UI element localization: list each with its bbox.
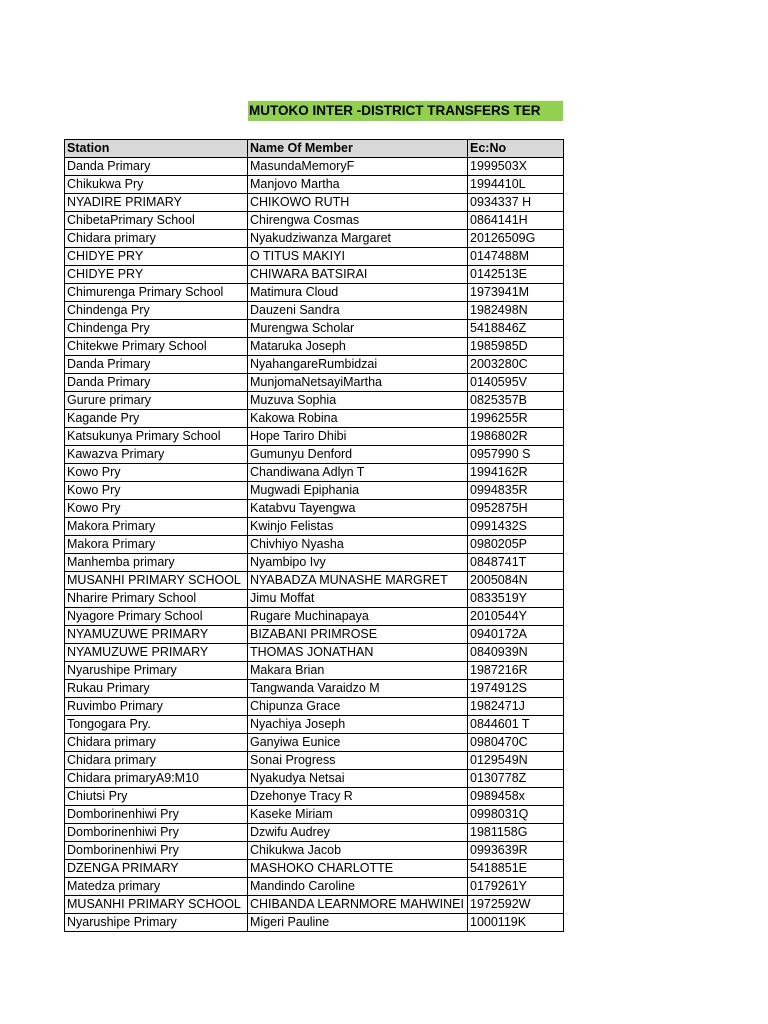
table-row: [65, 914, 564, 932]
ec-no-cell: 1999503X: [468, 158, 564, 176]
station-cell: CHIDYE PRY: [65, 266, 248, 284]
station-cell: Ruvimbo Primary: [65, 698, 248, 716]
station-cell: Kawazva Primary: [65, 446, 248, 464]
station-cell: Nyarushipe Primary: [65, 662, 248, 680]
table-row: [65, 356, 564, 374]
table-row: [65, 716, 564, 734]
member-name-cell: Gumunyu Denford: [248, 446, 468, 464]
station-cell: MUSANHI PRIMARY SCHOOL: [65, 572, 248, 590]
member-name-cell: Kwinjo Felistas: [248, 518, 468, 536]
member-name-cell: Mugwadi Epiphania: [248, 482, 468, 500]
station-cell: Chidara primary: [65, 230, 248, 248]
member-name-cell: NYABADZA MUNASHE MARGRET: [248, 572, 468, 590]
table-row: [65, 554, 564, 572]
station-cell: Nharire Primary School: [65, 590, 248, 608]
ec-no-cell: 0934337 H: [468, 194, 564, 212]
table-row: [65, 158, 564, 176]
table-row: [65, 248, 564, 266]
ec-no-cell: 1986802R: [468, 428, 564, 446]
member-name-cell: CHIWARA BATSIRAI: [248, 266, 468, 284]
member-name-cell: Kakowa Robina: [248, 410, 468, 428]
table-row: [65, 266, 564, 284]
ec-no-cell: 0993639R: [468, 842, 564, 860]
member-name-cell: Muzuva Sophia: [248, 392, 468, 410]
table-row: [65, 896, 564, 914]
sheet-title: MUTOKO INTER -DISTRICT TRANSFERS TER: [248, 101, 563, 121]
ec-no-cell: 0994835R: [468, 482, 564, 500]
ec-no-cell: 20126509G: [468, 230, 564, 248]
station-cell: Chidara primary: [65, 752, 248, 770]
member-name-cell: Sonai Progress: [248, 752, 468, 770]
ec-no-cell: 0833519Y: [468, 590, 564, 608]
station-cell: Chikukwa Pry: [65, 176, 248, 194]
member-name-cell: MunjomaNetsayiMartha: [248, 374, 468, 392]
member-name-cell: CHIBANDA LEARNMORE MAHWINEI: [248, 896, 468, 914]
table-row: [65, 770, 564, 788]
member-name-cell: Dzwifu Audrey: [248, 824, 468, 842]
transfers-table: [64, 139, 564, 932]
header-ec-no: Ec:No: [468, 140, 564, 158]
station-cell: Chitekwe Primary School: [65, 338, 248, 356]
ec-no-cell: 0147488M: [468, 248, 564, 266]
station-cell: Danda Primary: [65, 158, 248, 176]
table-row: [65, 590, 564, 608]
member-name-cell: CHIKOWO RUTH: [248, 194, 468, 212]
ec-no-cell: 2010544Y: [468, 608, 564, 626]
table-row: [65, 500, 564, 518]
member-name-cell: Dzehonye Tracy R: [248, 788, 468, 806]
ec-no-cell: 2005084N: [468, 572, 564, 590]
table-row: [65, 608, 564, 626]
table-row: [65, 842, 564, 860]
table-row: [65, 302, 564, 320]
table-row: [65, 626, 564, 644]
station-cell: ChibetaPrimary School: [65, 212, 248, 230]
member-name-cell: Mandindo Caroline: [248, 878, 468, 896]
table-row: [65, 806, 564, 824]
member-name-cell: Kaseke Miriam: [248, 806, 468, 824]
ec-no-cell: 1985985D: [468, 338, 564, 356]
member-name-cell: NyahangareRumbidzai: [248, 356, 468, 374]
station-cell: Chimurenga Primary School: [65, 284, 248, 302]
table-header: [65, 140, 564, 158]
table-row: [65, 410, 564, 428]
table-row: [65, 572, 564, 590]
member-name-cell: Ganyiwa Eunice: [248, 734, 468, 752]
ec-no-cell: 1987216R: [468, 662, 564, 680]
station-cell: Nyarushipe Primary: [65, 914, 248, 932]
member-name-cell: Chirengwa Cosmas: [248, 212, 468, 230]
member-name-cell: Chipunza Grace: [248, 698, 468, 716]
station-cell: Makora Primary: [65, 536, 248, 554]
member-name-cell: Nyachiya Joseph: [248, 716, 468, 734]
station-cell: Kowo Pry: [65, 500, 248, 518]
ec-no-cell: 0940172A: [468, 626, 564, 644]
station-cell: Tongogara Pry.: [65, 716, 248, 734]
ec-no-cell: 0980470C: [468, 734, 564, 752]
station-cell: Chindenga Pry: [65, 320, 248, 338]
ec-no-cell: 0989458x: [468, 788, 564, 806]
member-name-cell: Chandiwana Adlyn T: [248, 464, 468, 482]
ec-no-cell: 0130778Z: [468, 770, 564, 788]
station-cell: Makora Primary: [65, 518, 248, 536]
ec-no-cell: 0140595V: [468, 374, 564, 392]
station-cell: CHIDYE PRY: [65, 248, 248, 266]
table-row: [65, 428, 564, 446]
ec-no-cell: 0991432S: [468, 518, 564, 536]
ec-no-cell: 1996255R: [468, 410, 564, 428]
ec-no-cell: 1000119K: [468, 914, 564, 932]
ec-no-cell: 1974912S: [468, 680, 564, 698]
member-name-cell: MasundaMemoryF: [248, 158, 468, 176]
table-row: [65, 374, 564, 392]
station-cell: Domborinenhiwi Pry: [65, 806, 248, 824]
table-row: [65, 878, 564, 896]
table-row: [65, 464, 564, 482]
station-cell: Chiutsi Pry: [65, 788, 248, 806]
table-row: [65, 338, 564, 356]
station-cell: Kagande Pry: [65, 410, 248, 428]
member-name-cell: Matimura Cloud: [248, 284, 468, 302]
table-body: [65, 158, 564, 932]
table-row: [65, 788, 564, 806]
table-row: [65, 284, 564, 302]
table-row: [65, 482, 564, 500]
member-name-cell: Migeri Pauline: [248, 914, 468, 932]
ec-no-cell: 5418851E: [468, 860, 564, 878]
header-row: [65, 140, 564, 158]
member-name-cell: Tangwanda Varaidzo M: [248, 680, 468, 698]
station-cell: Rukau Primary: [65, 680, 248, 698]
ec-no-cell: 0848741T: [468, 554, 564, 572]
station-cell: Katsukunya Primary School: [65, 428, 248, 446]
member-name-cell: Mataruka Joseph: [248, 338, 468, 356]
ec-no-cell: 0840939N: [468, 644, 564, 662]
ec-no-cell: 0998031Q: [468, 806, 564, 824]
member-name-cell: Nyakudya Netsai: [248, 770, 468, 788]
header-station: Station: [65, 140, 248, 158]
station-cell: DZENGA PRIMARY: [65, 860, 248, 878]
table-row: [65, 446, 564, 464]
member-name-cell: MASHOKO CHARLOTTE: [248, 860, 468, 878]
table-row: [65, 194, 564, 212]
station-cell: Danda Primary: [65, 374, 248, 392]
table-row: [65, 392, 564, 410]
member-name-cell: Chivhiyo Nyasha: [248, 536, 468, 554]
member-name-cell: Nyambipo Ivy: [248, 554, 468, 572]
table-row: [65, 536, 564, 554]
member-name-cell: Katabvu Tayengwa: [248, 500, 468, 518]
station-cell: NYADIRE PRIMARY: [65, 194, 248, 212]
table-row: [65, 644, 564, 662]
ec-no-cell: 0980205P: [468, 536, 564, 554]
member-name-cell: THOMAS JONATHAN: [248, 644, 468, 662]
member-name-cell: Nyakudziwanza Margaret: [248, 230, 468, 248]
member-name-cell: Chikukwa Jacob: [248, 842, 468, 860]
member-name-cell: O TITUS MAKIYI: [248, 248, 468, 266]
station-cell: Chidara primary: [65, 734, 248, 752]
table-row: [65, 230, 564, 248]
table-row: [65, 698, 564, 716]
station-cell: Kowo Pry: [65, 482, 248, 500]
table-row: [65, 320, 564, 338]
station-cell: NYAMUZUWE PRIMARY: [65, 626, 248, 644]
ec-no-cell: 1994162R: [468, 464, 564, 482]
member-name-cell: BIZABANI PRIMROSE: [248, 626, 468, 644]
ec-no-cell: 0142513E: [468, 266, 564, 284]
member-name-cell: Dauzeni Sandra: [248, 302, 468, 320]
ec-no-cell: 5418846Z: [468, 320, 564, 338]
table-row: [65, 662, 564, 680]
member-name-cell: Jimu Moffat: [248, 590, 468, 608]
ec-no-cell: 1994410L: [468, 176, 564, 194]
member-name-cell: Rugare Muchinapaya: [248, 608, 468, 626]
station-cell: Domborinenhiwi Pry: [65, 824, 248, 842]
table-row: [65, 734, 564, 752]
station-cell: Matedza primary: [65, 878, 248, 896]
ec-no-cell: 0129549N: [468, 752, 564, 770]
station-cell: Domborinenhiwi Pry: [65, 842, 248, 860]
table-row: [65, 680, 564, 698]
ec-no-cell: 1973941M: [468, 284, 564, 302]
member-name-cell: Murengwa Scholar: [248, 320, 468, 338]
station-cell: Kowo Pry: [65, 464, 248, 482]
table-row: [65, 752, 564, 770]
station-cell: Manhemba primary: [65, 554, 248, 572]
table-row: [65, 176, 564, 194]
station-cell: MUSANHI PRIMARY SCHOOL: [65, 896, 248, 914]
ec-no-cell: 0952875H: [468, 500, 564, 518]
ec-no-cell: 0179261Y: [468, 878, 564, 896]
ec-no-cell: 1982498N: [468, 302, 564, 320]
table-row: [65, 860, 564, 878]
ec-no-cell: 1972592W: [468, 896, 564, 914]
ec-no-cell: 1981158G: [468, 824, 564, 842]
ec-no-cell: 0844601 T: [468, 716, 564, 734]
station-cell: Chindenga Pry: [65, 302, 248, 320]
member-name-cell: Manjovo Martha: [248, 176, 468, 194]
station-cell: Nyagore Primary School: [65, 608, 248, 626]
table-row: [65, 824, 564, 842]
station-cell: Chidara primaryA9:M10: [65, 770, 248, 788]
member-name-cell: Hope Tariro Dhibi: [248, 428, 468, 446]
station-cell: NYAMUZUWE PRIMARY: [65, 644, 248, 662]
header-name-of-member: Name Of Member: [248, 140, 468, 158]
station-cell: Danda Primary: [65, 356, 248, 374]
member-name-cell: Makara Brian: [248, 662, 468, 680]
station-cell: Gurure primary: [65, 392, 248, 410]
ec-no-cell: 0825357B: [468, 392, 564, 410]
table-row: [65, 212, 564, 230]
ec-no-cell: 0957990 S: [468, 446, 564, 464]
ec-no-cell: 0864141H: [468, 212, 564, 230]
ec-no-cell: 1982471J: [468, 698, 564, 716]
ec-no-cell: 2003280C: [468, 356, 564, 374]
table-row: [65, 518, 564, 536]
